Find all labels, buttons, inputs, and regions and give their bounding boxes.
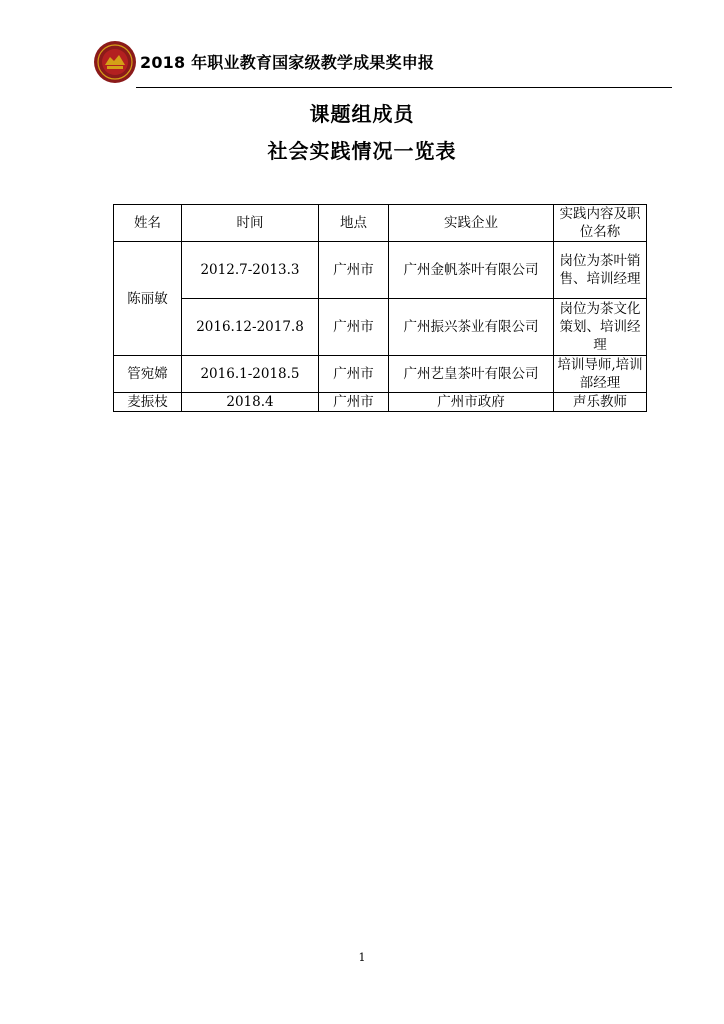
cell-name: 陈丽敏 xyxy=(114,242,182,356)
cell-time: 2016.12-2017.8 xyxy=(182,299,319,356)
header-divider xyxy=(136,87,672,88)
practice-table xyxy=(113,204,647,412)
doc-title-line2: 社会实践情况一览表 xyxy=(267,139,457,163)
cell-time: 2016.1-2018.5 xyxy=(182,356,319,393)
cell-place: 广州市 xyxy=(319,393,389,412)
cell-name: 管宛嫦 xyxy=(114,356,182,393)
table-header-row xyxy=(114,205,647,242)
header-title: 2018 年职业教育国家级教学成果奖申报 xyxy=(140,53,435,72)
doc-title-line1: 课题组成员 xyxy=(309,102,415,126)
table-row xyxy=(114,393,647,412)
cell-place: 广州市 xyxy=(319,299,389,356)
table-row xyxy=(114,299,647,356)
cell-place: 广州市 xyxy=(319,356,389,393)
cell-company: 广州金帆茶叶有限公司 xyxy=(389,242,554,299)
header-cell-time: 时间 xyxy=(182,205,319,242)
cell-place: 广州市 xyxy=(319,242,389,299)
cell-time: 2012.7-2013.3 xyxy=(182,242,319,299)
cell-content: 培训导师,培训部经理 xyxy=(554,356,647,393)
cell-company: 广州市政府 xyxy=(389,393,554,412)
header-cell-place: 地点 xyxy=(319,205,389,242)
header-cell-company: 实践企业 xyxy=(389,205,554,242)
page-number: 1 xyxy=(358,951,366,964)
cell-content: 岗位为茶叶销售、培训经理 xyxy=(554,242,647,299)
header-cell-name: 姓名 xyxy=(114,205,182,242)
page-header xyxy=(90,38,672,90)
table-row xyxy=(114,242,647,299)
cell-content: 岗位为茶文化策划、培训经理 xyxy=(554,299,647,356)
cell-name: 麦振枝 xyxy=(114,393,182,412)
school-emblem-icon xyxy=(93,40,137,84)
cell-time: 2018.4 xyxy=(182,393,319,412)
table-row xyxy=(114,356,647,393)
cell-content: 声乐教师 xyxy=(554,393,647,412)
cell-company: 广州振兴茶业有限公司 xyxy=(389,299,554,356)
header-cell-content: 实践内容及职位名称 xyxy=(554,205,647,242)
cell-company: 广州艺皇茶叶有限公司 xyxy=(389,356,554,393)
